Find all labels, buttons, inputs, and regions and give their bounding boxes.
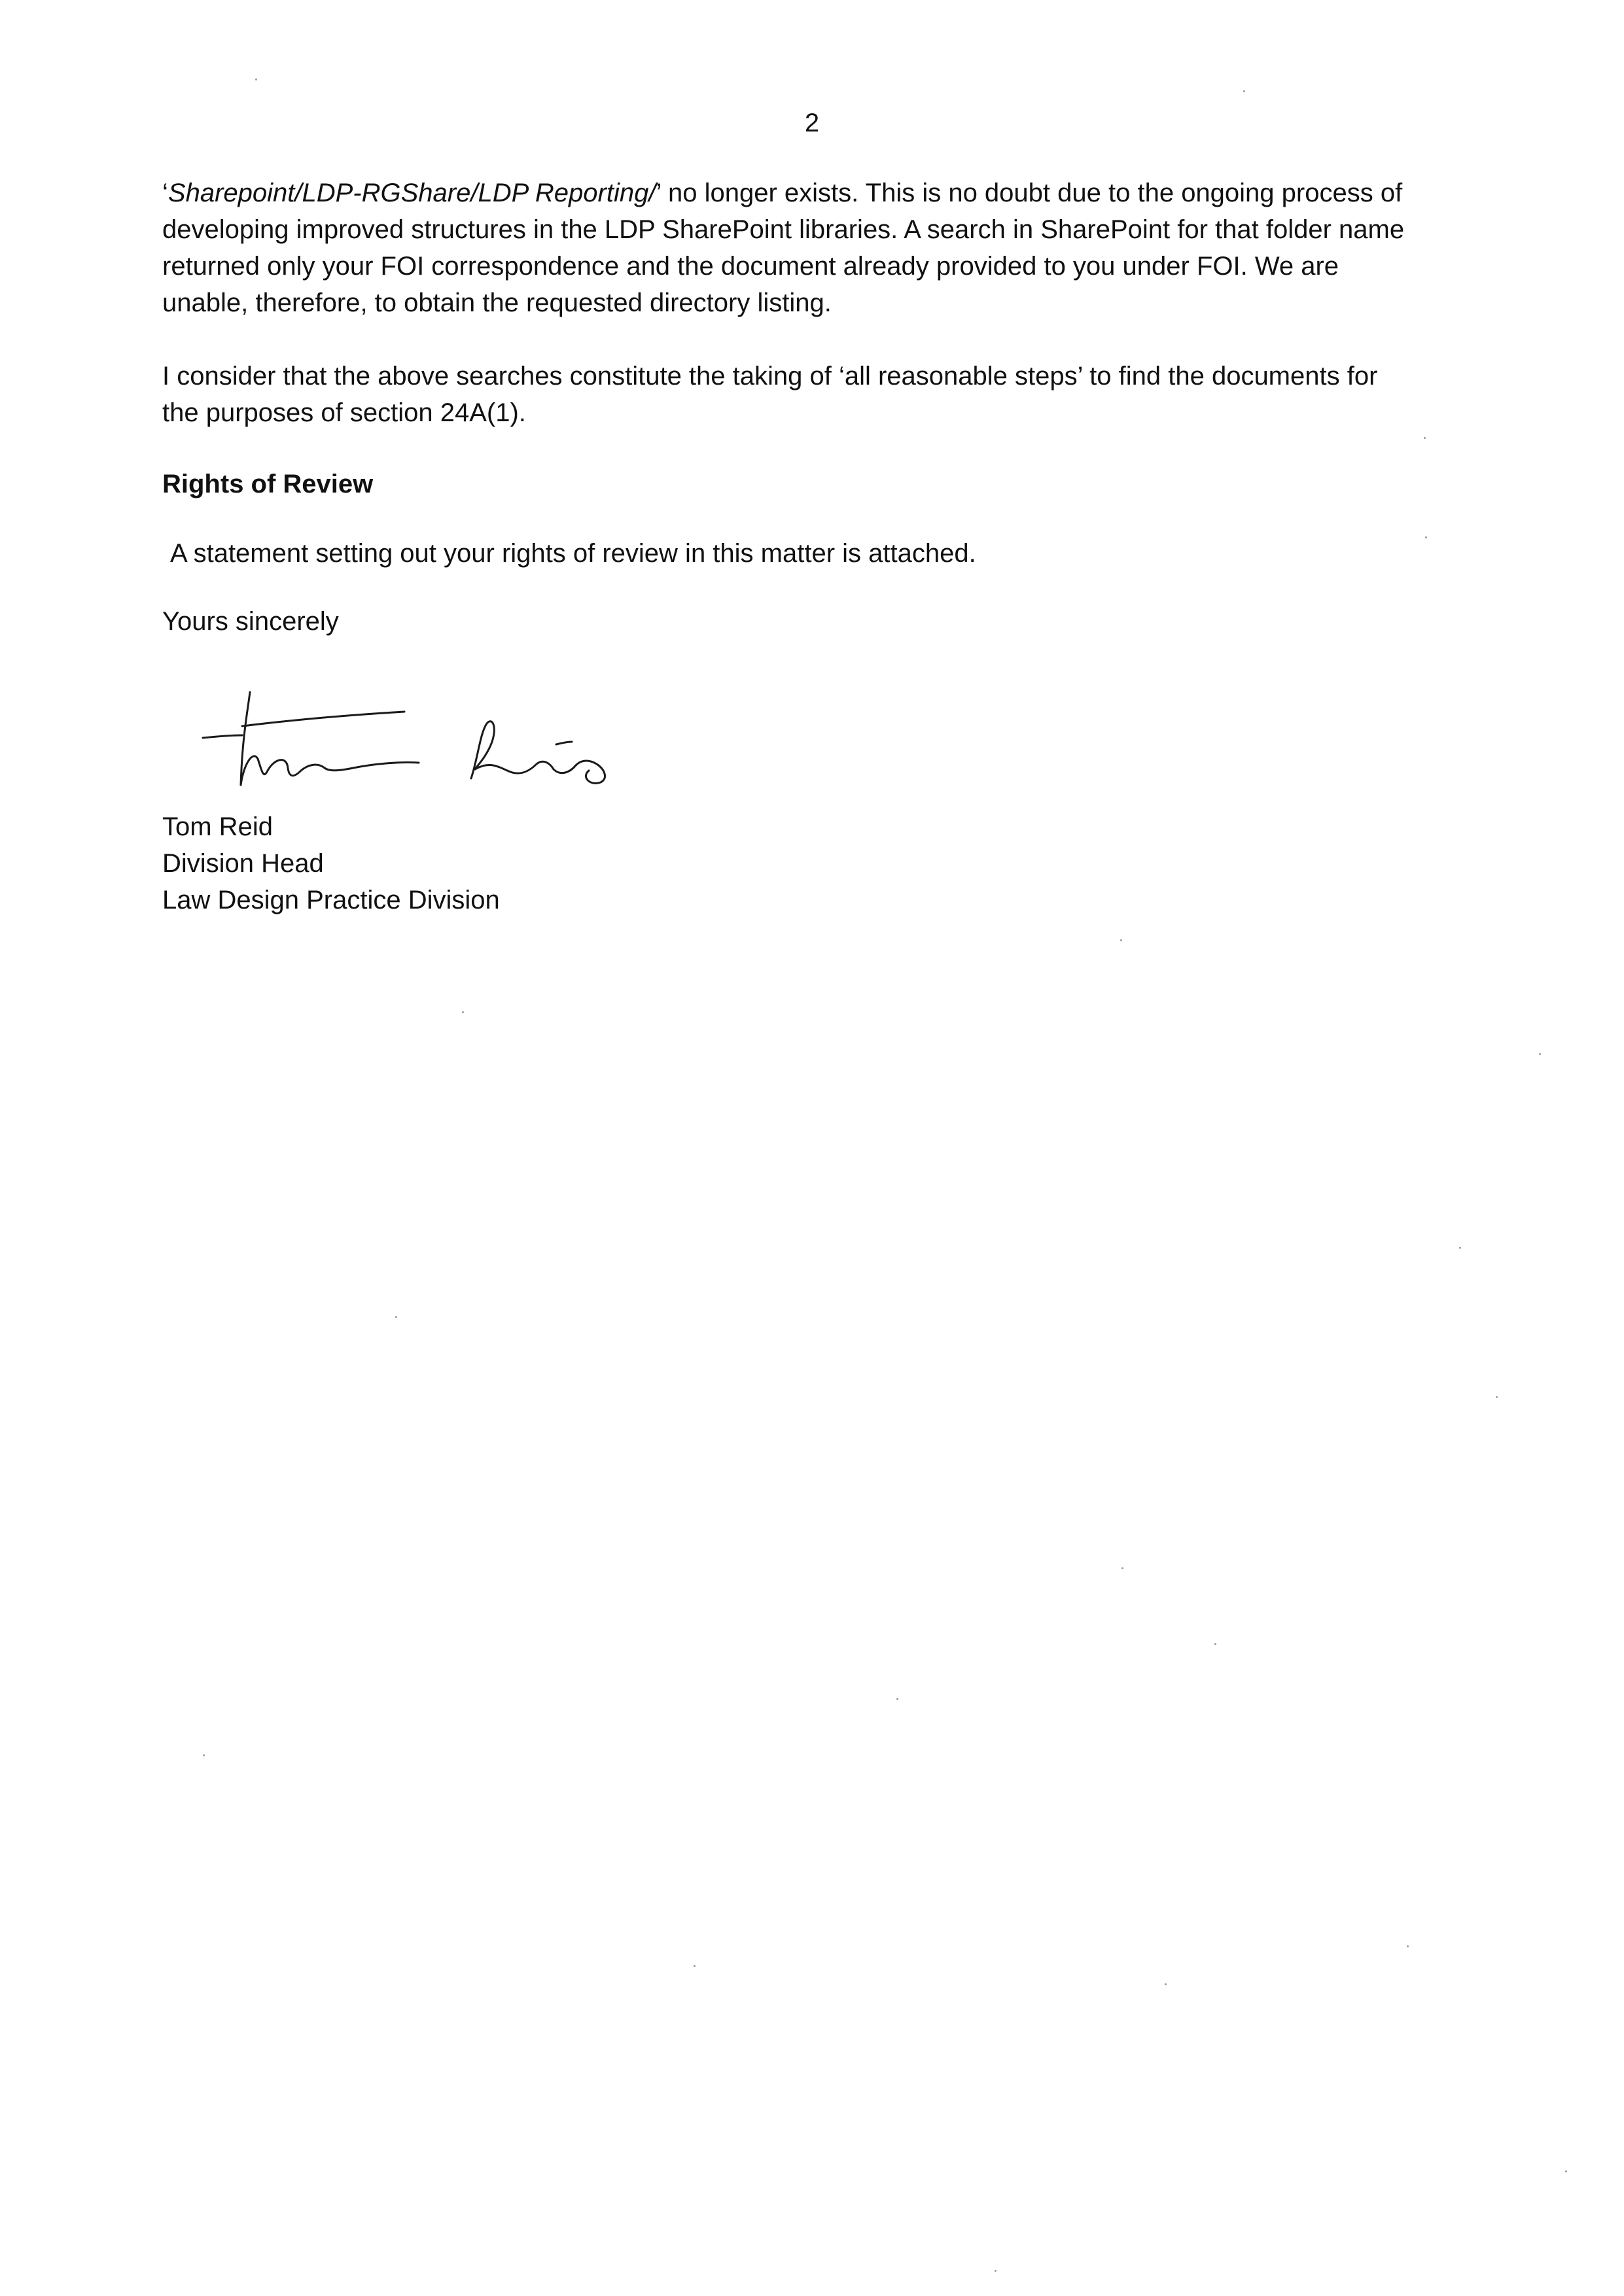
scan-speck: [1424, 437, 1426, 439]
scan-speck: [1243, 90, 1245, 92]
scan-speck: [1407, 1945, 1409, 1947]
handwritten-signature: [190, 687, 635, 805]
scan-speck: [1539, 1053, 1541, 1055]
line-2: developing improved structures in the LDP SharePoint libraries. A search in SharePoint for that folder name: [162, 215, 1405, 244]
scan-speck: [1459, 1247, 1461, 1249]
scan-speck: [896, 1698, 898, 1700]
paragraph-reasonable-steps: [162, 358, 1504, 431]
line-1: I consider that the above searches constitute the taking of ‘all reasonable steps’ to find the documents for: [162, 362, 1378, 391]
signatory-division: Law Design Practice Division: [162, 886, 500, 914]
line-2: the purposes of section 24A(1).: [162, 398, 526, 427]
paragraph-folder-search: [162, 175, 1504, 321]
line-1: [162, 179, 1402, 207]
scan-speck: [995, 2270, 997, 2272]
scan-speck: [462, 1011, 464, 1013]
sharepoint-path: Sharepoint/LDP-RGShare/LDP Reporting/: [168, 179, 656, 207]
scan-speck: [395, 1316, 397, 1318]
close-quote: ’: [656, 179, 661, 207]
line-1-rest: no longer exists. This is no doubt due to the ongoing process of: [660, 179, 1403, 207]
page-number: 2: [804, 109, 820, 137]
scan-speck: [1120, 939, 1122, 941]
scan-speck: [255, 78, 257, 80]
scan-speck: [1121, 1567, 1123, 1569]
scan-speck: [1165, 1983, 1167, 1985]
heading-rights-of-review: Rights of Review: [162, 470, 374, 498]
scan-speck: [1214, 1643, 1216, 1645]
signatory-title: Division Head: [162, 849, 324, 878]
line-4: unable, therefore, to obtain the requested directory listing.: [162, 288, 832, 317]
scan-speck: [1496, 1396, 1498, 1398]
scan-speck: [694, 1965, 696, 1967]
open-quote: ‘: [162, 179, 168, 207]
scan-speck: [203, 1754, 205, 1756]
signature-block: [162, 809, 500, 918]
paragraph-rights-statement: A statement setting out your rights of review in this matter is attached.: [170, 539, 976, 568]
scan-speck: [1565, 2170, 1567, 2172]
scan-speck: [1425, 536, 1427, 538]
closing-salutation: Yours sincerely: [162, 607, 339, 636]
line-3: returned only your FOI correspondence and the document already provided to you under FOI. We are: [162, 252, 1339, 281]
signatory-name: Tom Reid: [162, 812, 273, 841]
